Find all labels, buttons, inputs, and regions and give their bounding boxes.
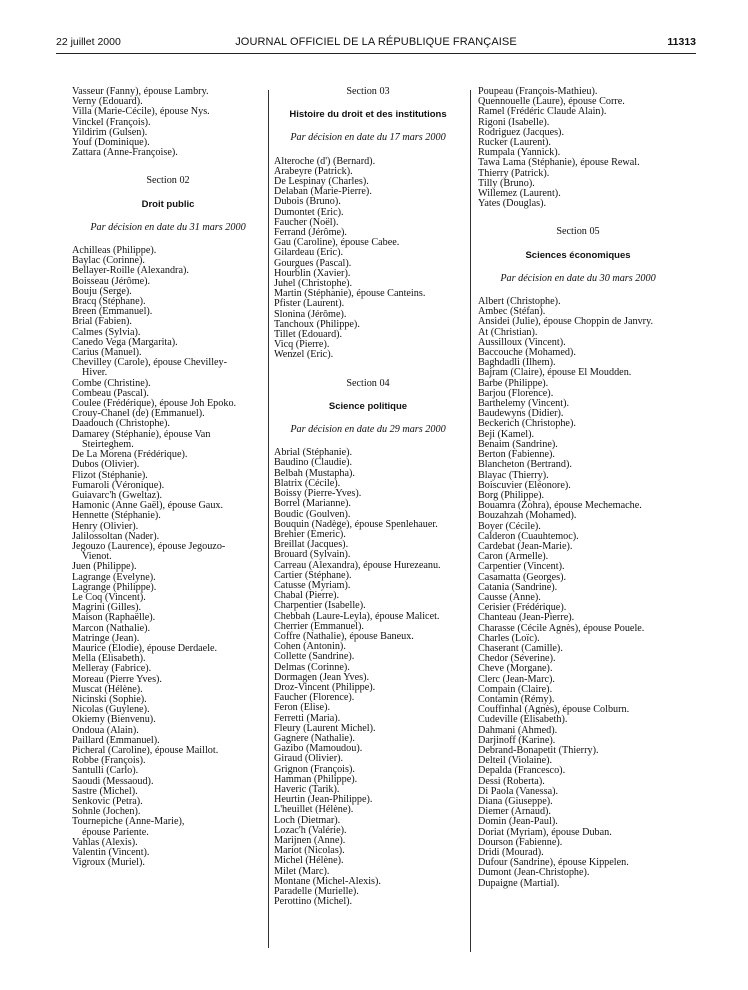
list-item: Chanteau (Jean-Pierre). — [478, 612, 575, 624]
list-item: Blatrix (Cécile). — [274, 477, 341, 489]
list-item: Villa (Marie-Cécile), épouse Nys. — [72, 106, 210, 118]
list-item: Domin (Jean-Paul). — [478, 816, 558, 828]
list-item: Beji (Kamel). — [478, 428, 535, 440]
list-item: Calmes (Sylvia). — [72, 326, 141, 338]
list-item: Youf (Dominique). — [72, 137, 150, 149]
list-item: At (Christian). — [478, 326, 538, 338]
list-item: Nicinski (Sophie). — [72, 693, 147, 705]
section-number: Section 03 — [346, 86, 390, 97]
list-item: Valentin (Vincent). — [72, 847, 150, 859]
list-item: Faucher (Florence). — [274, 692, 355, 704]
list-item: Vigroux (Muriel). — [72, 857, 145, 869]
list-item: Darjinoff (Karine). — [478, 734, 556, 746]
list-item: Baghdadli (Ilhem). — [478, 357, 556, 369]
section-number: Section 02 — [146, 175, 190, 187]
list-item: Achilleas (Philippe). — [72, 245, 157, 257]
list-item: Aussilloux (Vincent). — [478, 336, 566, 348]
list-item: Coulee (Frédérique), épouse Joh Epoko. — [72, 398, 237, 410]
list-item: Damarey (Stéphanie), épouse Van — [72, 428, 211, 440]
list-item: Daadouch (Christophe). — [72, 418, 170, 430]
list-item: Chedor (Séverine). — [478, 653, 556, 665]
list-item: Sohnle (Jochen). — [72, 806, 141, 818]
list-item: Clerc (Jean-Marc). — [478, 673, 555, 685]
list-item: Gau (Caroline), épouse Cabee. — [274, 237, 400, 249]
list-item: Beckerich (Christophe). — [478, 418, 576, 430]
list-item: Quennouelle (Laure), épouse Corre. — [478, 96, 625, 108]
list-item: Boissy (Pierre-Yves). — [274, 488, 362, 500]
list-item: Giraud (Olivier). — [274, 753, 344, 765]
list-item: Dessi (Roberta). — [478, 775, 545, 787]
list-item: Ondoua (Alain). — [72, 724, 139, 736]
decision-date: Par décision en date du 29 mars 2000 — [290, 424, 446, 436]
list-item: Maison (Raphaëlle). — [72, 612, 156, 624]
list-item: Gazibo (Mamoudou). — [274, 743, 363, 755]
list-item: Coffre (Nathalie), épouse Baneux. — [274, 630, 414, 642]
section-number: Section 05 — [556, 226, 600, 238]
list-item: Dufour (Sandrine), épouse Kippelen. — [478, 857, 629, 869]
list-item: Martin (Stéphanie), épouse Canteins. — [274, 288, 426, 300]
list-item: Slonina (Jérôme). — [274, 308, 347, 320]
column-divider-1 — [268, 90, 269, 948]
list-item: Mella (Elisabeth). — [72, 653, 146, 665]
list-item: Rigoni (Isabelle). — [478, 116, 550, 128]
list-item: Cohen (Antonin). — [274, 641, 346, 653]
list-item: Cartier (Stéphane). — [274, 569, 352, 581]
list-item: Boiscuvier (Eléonore). — [478, 479, 571, 491]
list-item: Berton (Fabienne). — [478, 449, 555, 461]
list-item: Thierry (Patrick). — [478, 167, 550, 179]
list-item: Henry (Olivier). — [72, 520, 139, 532]
list-item: Carpentier (Vincent). — [478, 561, 565, 573]
list-item: Gilardeau (Eric). — [274, 247, 344, 259]
list-item: Vahlas (Alexis). — [72, 836, 138, 848]
list-item: Lagrange (Philippe). — [72, 581, 157, 593]
list-item: Breillat (Jacques). — [274, 539, 349, 551]
list-item: Chabal (Pierre). — [274, 590, 340, 602]
list-item: Haveric (Tarik). — [274, 783, 340, 795]
list-item: Tournepiche (Anne-Marie), — [72, 816, 185, 828]
list-item: Cardebat (Jean-Marie). — [478, 540, 573, 552]
list-item: Dumont (Jean-Christophe). — [478, 867, 590, 879]
list-item: Blancheton (Bertrand). — [478, 459, 572, 471]
list-item: Bajram (Claire), épouse El Moudden. — [478, 367, 632, 379]
list-item: Moreau (Pierre Yves). — [72, 673, 162, 685]
list-item: Hennette (Stéphanie). — [72, 510, 161, 522]
list-item: Bracq (Stéphane). — [72, 296, 146, 308]
list-item: Tanchoux (Philippe). — [274, 318, 360, 330]
list-item: Montane (Michel-Alexis). — [274, 875, 381, 887]
list-item: Michel (Hélène). — [274, 855, 344, 867]
list-item: Borg (Philippe). — [478, 489, 545, 501]
list-item: Canedo Vega (Margarita). — [72, 336, 178, 348]
list-item: épouse Pariente. — [82, 826, 149, 838]
list-item: Ambec (Stéfan). — [478, 306, 546, 318]
list-item: Yildirim (Gulsen). — [72, 126, 148, 138]
journal-title: JOURNAL OFFICIEL DE LA RÉPUBLIQUE FRANÇAISE — [235, 36, 517, 48]
list-item: Fumaroli (Véronique). — [72, 479, 165, 491]
list-item: Delaban (Marie-Pierre). — [274, 186, 372, 198]
list-item: Bouzahzah (Mohamed). — [478, 510, 577, 522]
list-item: Fleury (Laurent Michel). — [274, 722, 376, 734]
list-item: Depalda (Francesco). — [478, 765, 566, 777]
list-item: Senkovic (Petra). — [72, 796, 143, 807]
section-number: Section 04 — [346, 377, 390, 389]
list-item: Collette (Sandrine). — [274, 651, 355, 663]
list-item: L'heuillet (Hélène). — [274, 804, 354, 816]
list-item: Picheral (Caroline), épouse Maillot. — [72, 744, 219, 756]
list-item: Robbe (François). — [72, 755, 146, 767]
list-item: Vicq (Pierre). — [274, 339, 330, 351]
list-item: Cherrier (Emmanuel). — [274, 620, 364, 632]
list-item: Boyer (Cécile). — [478, 520, 541, 532]
list-item: De Lespinay (Charles). — [274, 176, 369, 188]
list-item: Perottino (Michel). — [274, 896, 353, 908]
list-item: Baudino (Claudie). — [274, 457, 353, 469]
list-item: Ferrand (Jérôme). — [274, 227, 347, 239]
list-item: Jegouzo (Laurence), épouse Jegouzo- — [72, 540, 226, 552]
list-item: Dupaigne (Martial). — [478, 877, 560, 889]
list-item: Rodriguez (Jacques). — [478, 126, 564, 138]
list-item: Ramel (Frédéric Claude Alain). — [478, 106, 607, 118]
list-item: Ferretti (Maria). — [274, 712, 341, 724]
list-item: Couffinhal (Agnès), épouse Colburn. — [478, 704, 630, 716]
list-item: Debrand-Bonapetit (Thierry). — [478, 744, 599, 756]
list-item: Di Paola (Vanessa). — [478, 785, 559, 797]
list-item: Barjou (Florence). — [478, 387, 554, 399]
list-item: Tawa Lama (Stéphanie), épouse Rewal. — [478, 157, 640, 169]
list-item: Dahmani (Ahmed). — [478, 724, 558, 736]
list-item: Catania (Sandrine). — [478, 581, 558, 593]
list-item: Marcon (Nathalie). — [72, 622, 151, 634]
section-title: Histoire du droit et des institutions — [289, 109, 447, 121]
list-item: Baylac (Corinne). — [72, 255, 145, 267]
list-item: Loch (Dietmar). — [274, 814, 341, 826]
decision-date: Par décision en date du 17 mars 2000 — [290, 132, 446, 144]
column-3 — [478, 87, 678, 889]
list-item: Caron (Armelle). — [478, 551, 549, 563]
list-item: Mariot (Nicolas). — [274, 845, 345, 857]
list-item: Chaserant (Camille). — [478, 642, 563, 654]
list-item: Bouju (Serge). — [72, 285, 132, 297]
list-item: Carreau (Alexandra), épouse Hurezeanu. — [274, 559, 441, 571]
list-item: Hamonic (Anne Gaël), épouse Gaux. — [72, 500, 224, 512]
list-item: Chevilley (Carole), épouse Chevilley- — [72, 357, 228, 369]
page-number: 11313 — [667, 36, 696, 48]
list-item: Dubois (Bruno). — [274, 196, 341, 208]
list-item: Diemer (Arnaud). — [478, 806, 551, 818]
list-item: Gagnere (Nathalie). — [274, 732, 355, 744]
list-item: Juhel (Christophe). — [274, 278, 353, 290]
list-item: Charasse (Cécile Agnès), épouse Pouele. — [478, 622, 645, 634]
list-item: Bouamra (Zohra), épouse Mechemache. — [478, 500, 642, 512]
list-item: Abrial (Stéphanie). — [274, 447, 353, 459]
list-item: Barthelemy (Vincent). — [478, 398, 570, 410]
list-item: Borrel (Marianne). — [274, 498, 351, 510]
list-item: Saoudi (Messaoud). — [72, 775, 154, 787]
list-item: Doriat (Myriam), épouse Duban. — [478, 826, 612, 838]
list-item: Guiavarc'h (Gweltaz). — [72, 489, 163, 501]
section-title: Science politique — [328, 400, 408, 412]
list-item: Marijnen (Anne). — [274, 835, 346, 846]
decision-date: Par décision en date du 30 mars 2000 — [500, 272, 656, 284]
list-item: Causse (Anne). — [478, 591, 541, 603]
list-item: Melleray (Fabrice). — [72, 663, 152, 675]
list-item: Benaim (Sandrine). — [478, 438, 558, 450]
list-item: Le Coq (Vincent). — [72, 591, 146, 603]
list-item: Flizot (Stéphanie). — [72, 469, 148, 481]
list-item: Lagrange (Evelyne). — [72, 571, 156, 583]
list-item: Vinckel (François). — [72, 116, 151, 128]
list-item: Compain (Claire). — [478, 683, 553, 695]
list-item: Combe (Christine). — [72, 377, 151, 389]
list-item: Tilly (Bruno). — [478, 177, 535, 189]
list-item: Poupeau (François-Mathieu). — [478, 86, 598, 97]
issue-date: 22 juillet 2000 — [56, 36, 121, 48]
decision-date: Par décision en date du 31 mars 2000 — [90, 221, 246, 233]
list-item: Droz-Vincent (Philippe). — [274, 681, 376, 693]
list-item: Breen (Emmanuel). — [72, 306, 153, 318]
list-item: Magrini (Gilles). — [72, 602, 142, 614]
list-item: Vasseur (Fanny), épouse Lambry. — [72, 86, 209, 97]
list-item: Delteil (Violaine). — [478, 755, 553, 767]
list-item: Ansidei (Julie), épouse Choppin de Janvry. — [478, 316, 654, 328]
list-item: Dumontet (Eric). — [274, 206, 344, 218]
list-item: Dourson (Fabienne). — [478, 836, 563, 848]
list-item: Belbah (Mustapha). — [274, 467, 355, 479]
section-title: Sciences économiques — [525, 249, 631, 261]
column-2 — [274, 87, 462, 907]
list-item: Pfister (Laurent). — [274, 298, 345, 310]
list-item: Boisseau (Jérôme). — [72, 275, 151, 287]
list-item: Paillard (Emmanuel). — [72, 734, 160, 746]
list-item: Faucher (Noël). — [274, 216, 339, 228]
list-item: Boudic (Goulven). — [274, 508, 351, 520]
list-item: Muscat (Hélène). — [72, 683, 143, 695]
column-divider-2 — [470, 90, 471, 952]
section-title: Droit public — [141, 198, 195, 210]
list-item: Delmas (Corinne). — [274, 661, 350, 673]
list-item: Baccouche (Mohamed). — [478, 347, 576, 359]
list-item: Willemez (Laurent). — [478, 188, 561, 200]
list-item: Rucker (Laurent). — [478, 137, 551, 149]
list-item: Hamman (Philippe). — [274, 773, 358, 785]
list-item: Dridi (Mourad). — [478, 847, 544, 859]
list-item: Verny (Edouard). — [72, 96, 143, 108]
list-item: Carius (Manuel). — [72, 347, 142, 359]
list-item: Rumpala (Yannick). — [478, 147, 561, 159]
list-item: Alteroche (d') (Bernard). — [274, 155, 376, 167]
list-item: Bouquin (Nadège), épouse Spenlehauer. — [274, 518, 438, 530]
list-item: Matringe (Jean). — [72, 632, 140, 644]
page-header — [56, 36, 696, 52]
list-item: Hiver. — [82, 367, 108, 379]
list-item: Santulli (Carlo). — [72, 765, 139, 777]
list-item: Yates (Douglas). — [478, 198, 547, 210]
list-item: Jalilossoltan (Nader). — [72, 530, 160, 542]
list-item: Brouard (Sylvain). — [274, 549, 351, 561]
list-item: Juen (Philippe). — [72, 561, 137, 573]
list-item: Combeau (Pascal). — [72, 387, 149, 399]
list-item: Cheve (Morgane). — [478, 663, 553, 675]
list-item: Arabeyre (Patrick). — [274, 165, 353, 177]
list-item: Hourblin (Xavier). — [274, 267, 351, 279]
list-item: Heurtin (Jean-Philippe). — [274, 794, 373, 806]
list-item: Lozac'h (Valérie). — [274, 824, 347, 836]
list-item: Blayac (Thierry). — [478, 469, 549, 481]
list-item: Cerisier (Frédérique). — [478, 602, 567, 614]
list-item: Steirteghem. — [82, 438, 134, 450]
list-item: Maurice (Elodie), épouse Derdaele. — [72, 642, 218, 654]
list-item: Gourgues (Pascal). — [274, 257, 352, 269]
list-item: Sastre (Michel). — [72, 785, 138, 797]
list-item: Wenzel (Eric). — [274, 349, 334, 361]
list-item: Brial (Fabien). — [72, 316, 132, 328]
column-1 — [72, 87, 264, 868]
list-item: Casamatta (Georges). — [478, 571, 567, 583]
list-item: Cudeville (Elisabeth). — [478, 714, 568, 726]
list-item: Dubos (Olivier). — [72, 459, 140, 471]
list-item: Crouy-Chanel (de) (Emmanuel). — [72, 408, 205, 420]
list-item: Grignon (François). — [274, 763, 355, 775]
list-item: De La Morena (Frédérique). — [72, 449, 188, 461]
list-item: Okiemy (Bienvenu). — [72, 714, 156, 726]
list-item: Dormagen (Jean Yves). — [274, 671, 370, 683]
list-item: Contamin (Rémy). — [478, 693, 555, 705]
list-item: Milet (Marc). — [274, 865, 330, 877]
list-item: Diana (Giuseppe). — [478, 796, 553, 807]
list-item: Tillet (Edouard). — [274, 329, 343, 341]
list-item: Charpentier (Isabelle). — [274, 600, 366, 612]
list-item: Baudewyns (Didier). — [478, 408, 564, 420]
list-item: Albert (Christophe). — [478, 296, 561, 308]
header-rule — [56, 53, 696, 54]
list-item: Nicolas (Guylene). — [72, 704, 150, 716]
list-item: Barbe (Philippe). — [478, 377, 549, 389]
list-item: Feron (Elise). — [274, 702, 331, 714]
list-item: Vienot. — [82, 551, 112, 563]
list-item: Bellayer-Roille (Alexandra). — [72, 265, 189, 277]
list-item: Brehier (Emeric). — [274, 528, 346, 540]
list-item: Calderon (Cuauhtemoc). — [478, 530, 579, 542]
list-item: Charles (Loïc). — [478, 632, 540, 644]
list-item: Zattara (Anne-Françoise). — [72, 147, 178, 159]
list-item: Catusse (Myriam). — [274, 579, 351, 591]
list-item: Chebbah (Laure-Leyla), épouse Malicet. — [274, 610, 440, 622]
list-item: Paradelle (Murielle). — [274, 886, 359, 898]
